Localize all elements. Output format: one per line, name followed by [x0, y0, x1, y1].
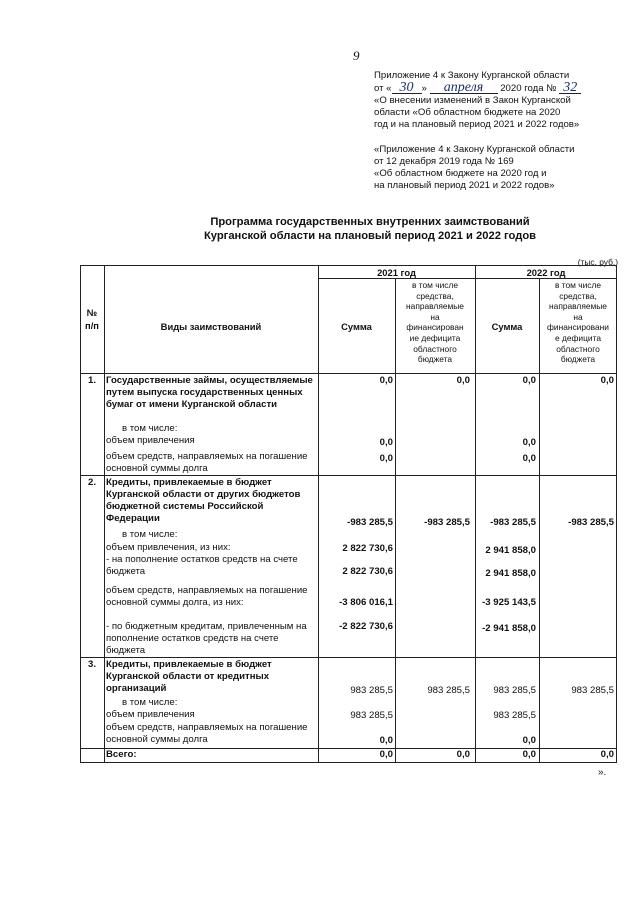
s3-attraction-2022: 983 285,5	[493, 710, 536, 721]
s2-budget-credits-2022: -2 941 858,0	[482, 623, 536, 634]
title-line2: Курганской области на плановый период 2021 и 2022 годов	[203, 230, 537, 242]
s3-title: Кредиты, привлекаемые в бюджет Курганской области от кредитных организаций	[106, 659, 272, 694]
s2-row-attraction: объем привлечения, из них:	[106, 542, 231, 553]
from-prefix: от «	[374, 83, 392, 94]
s3-number: 3.	[87, 659, 96, 670]
s1-deficit-2021: 0,0	[456, 375, 470, 386]
s3-sum-2021: 983 285,5	[350, 685, 393, 696]
handwritten-number: 32	[559, 82, 581, 94]
appendix-old-line1: «Приложение 4 к Закону Курганской области	[374, 144, 575, 155]
appendix-old-line4: на плановый период 2021 и 2022 годов»	[374, 180, 555, 191]
appendix-new	[374, 70, 636, 131]
s3-row-attraction: объем привлечения	[106, 709, 195, 720]
s1-title: Государственные займы, осуществляемые путем выпуска государственных ценных бумаг от имени Курганской области	[106, 375, 313, 410]
header-deficit-2022: в том числе средства, направляемые на финансировани е дефицита областного бюджета	[547, 280, 609, 365]
title-line1: Программа государственных внутренних заимствований	[210, 216, 530, 228]
s3-attraction-2021: 983 285,5	[350, 710, 393, 721]
s3-deficit-2021: 983 285,5	[427, 685, 470, 696]
s1-repayment-2021: 0,0	[379, 453, 393, 464]
appendix-new-line3: «О внесении изменений в Закон Курганской	[374, 95, 571, 106]
s2-deficit-2022: -983 285,5	[568, 517, 614, 528]
page-number: 9	[353, 48, 360, 63]
s2-budget-credits-2021: -2 822 730,6	[339, 621, 393, 632]
s2-sum-2021: -983 285,5	[347, 517, 393, 528]
header-kinds: Виды заимствований	[160, 321, 262, 332]
total-deficit-2021: 0,0	[456, 749, 470, 760]
s2-replenish-2021: 2 822 730,6	[342, 566, 393, 577]
total-sum-2021: 0,0	[379, 749, 393, 760]
s2-row-budget-credits: - по бюджетным кредитам, привлеченным на пополнение остатков средств на счете бюджета	[106, 621, 307, 656]
units-label: (тыс. руб.)	[577, 257, 618, 267]
appendix-old-line2: от 12 декабря 2019 года № 169	[374, 156, 514, 167]
quote-close: »	[421, 83, 427, 94]
appendix-new-line1: Приложение 4 к Закону Курганской области	[374, 70, 570, 81]
s3-including: в том числе:	[122, 697, 178, 708]
s2-title: Кредиты, привлекаемые в бюджет Курганской области от других бюджетов бюджетной системы Российской Федерации	[106, 477, 301, 524]
s3-row-repayment: объем средств, направляемых на погашение основной суммы долга	[106, 722, 308, 745]
s2-replenish-2022: 2 941 858,0	[485, 568, 536, 579]
document-title	[150, 215, 590, 243]
header-deficit-2021: в том числе средства, направляемые на финансирован ие дефицита областного бюджета	[406, 280, 464, 365]
s2-row-replenish: - на пополнение остатков средств на счете бюджета	[106, 554, 298, 577]
s3-deficit-2022: 983 285,5	[571, 685, 614, 696]
s1-attraction-2021: 0,0	[379, 437, 393, 448]
header-sum-2021: Сумма	[341, 321, 372, 332]
appendix-old-line3: «Об областном бюджете на 2020 год и	[374, 168, 547, 179]
s3-repayment-2022: 0,0	[522, 735, 536, 746]
s2-repayment-2022: -3 925 143,5	[482, 597, 536, 608]
total-label: Всего:	[106, 749, 137, 760]
s1-deficit-2022: 0,0	[600, 375, 614, 386]
header-sum-2022: Сумма	[491, 321, 523, 332]
s2-number: 2.	[87, 477, 96, 488]
header-year-2022: 2022 год	[526, 267, 566, 278]
year-text: 2020 года №	[500, 83, 557, 94]
s2-sum-2022: -983 285,5	[490, 517, 536, 528]
s1-number: 1.	[87, 375, 96, 386]
total-sum-2022: 0,0	[522, 749, 536, 760]
s2-including: в том числе:	[122, 529, 178, 540]
handwritten-day: 30	[392, 82, 422, 94]
header-year-2021: 2021 год	[377, 267, 416, 278]
s2-row-repayment: объем средств, направляемых на погашение основной суммы долга, из них:	[106, 585, 308, 608]
header-num: № п/п	[85, 307, 99, 331]
s1-repayment-2022: 0,0	[522, 453, 536, 464]
appendix-new-date-line	[374, 82, 636, 95]
s2-attraction-2021: 2 822 730,6	[342, 543, 393, 554]
total-deficit-2022: 0,0	[600, 749, 614, 760]
s2-repayment-2021: -3 806 016,1	[339, 597, 393, 608]
s2-deficit-2021: -983 285,5	[424, 517, 470, 528]
s1-attraction-2022: 0,0	[522, 437, 536, 448]
s1-including: в том числе:	[122, 423, 178, 434]
s1-row-repayment: объем средств, направляемых на погашение основной суммы долга	[106, 451, 308, 474]
s3-repayment-2021: 0,0	[379, 735, 393, 746]
appendix-old	[374, 144, 636, 192]
closing-quote: ».	[598, 767, 607, 778]
s2-attraction-2022: 2 941 858,0	[485, 545, 536, 556]
s1-row-attraction: объем привлечения	[106, 435, 195, 446]
s3-sum-2022: 983 285,5	[493, 685, 536, 696]
appendix-new-line4: области «Об областном бюджете на 2020	[374, 107, 561, 118]
handwritten-month: апреля	[430, 82, 498, 94]
appendix-new-line5: год и на плановый период 2021 и 2022 годов»	[374, 119, 580, 130]
s1-sum-2021: 0,0	[379, 375, 393, 386]
s1-sum-2022: 0,0	[522, 375, 536, 386]
